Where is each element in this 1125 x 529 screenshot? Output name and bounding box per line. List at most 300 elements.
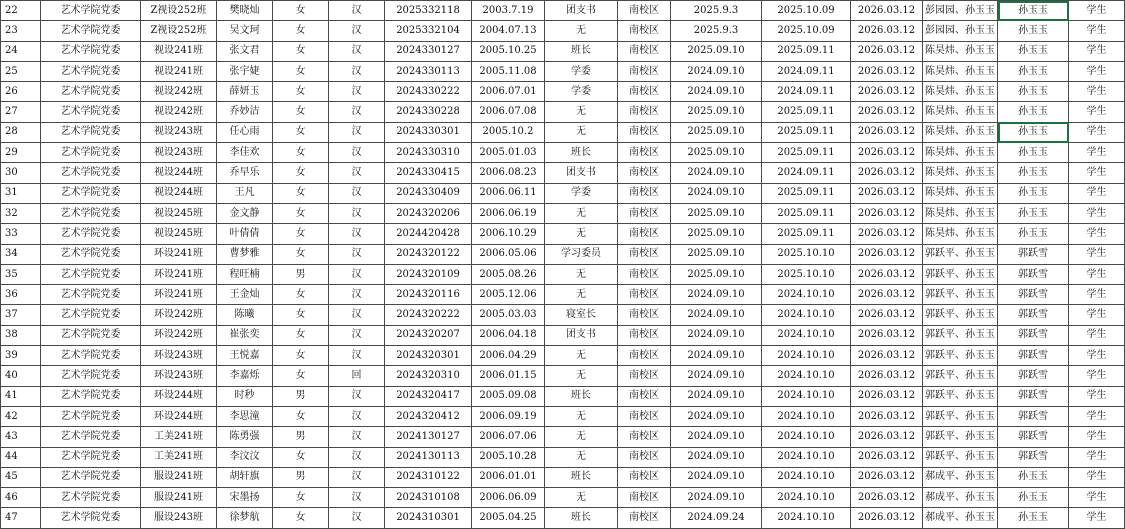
cell-sex[interactable]: 女	[273, 82, 329, 102]
cell-date-1[interactable]: 2024.09.10	[671, 386, 762, 406]
cell-date-2[interactable]: 2024.10.10	[762, 406, 851, 426]
cell-sex[interactable]: 女	[273, 488, 329, 508]
cell-date-1[interactable]: 2025.09.10	[671, 224, 762, 244]
cell-date-2[interactable]: 2024.09.11	[762, 61, 851, 81]
cell-introducers[interactable]: 陈昊炜、孙玉玉	[923, 102, 998, 122]
cell-birth-date[interactable]: 2006.09.19	[472, 406, 545, 426]
cell-date-3[interactable]: 2026.03.12	[851, 346, 923, 366]
cell-row-number[interactable]: 37	[1, 305, 41, 325]
cell-date-2[interactable]: 2025.10.09	[762, 21, 851, 41]
cell-name[interactable]: 张宇婕	[217, 61, 273, 81]
cell-identity[interactable]: 学生	[1069, 102, 1125, 122]
cell-ethnicity[interactable]: 汉	[329, 244, 385, 264]
cell-campus[interactable]: 南校区	[618, 447, 671, 467]
cell-position[interactable]: 班长	[545, 508, 618, 528]
cell-student-id[interactable]: 2024330228	[385, 102, 472, 122]
cell-birth-date[interactable]: 2006.10.29	[472, 224, 545, 244]
cell-class[interactable]: 视设243班	[141, 143, 217, 163]
cell-mentor[interactable]: 孙玉玉	[998, 143, 1069, 163]
cell-date-3[interactable]: 2026.03.12	[851, 325, 923, 345]
cell-date-1[interactable]: 2024.09.10	[671, 305, 762, 325]
cell-sex[interactable]: 女	[273, 203, 329, 223]
cell-campus[interactable]: 南校区	[618, 264, 671, 284]
cell-campus[interactable]: 南校区	[618, 183, 671, 203]
cell-introducers[interactable]: 陈昊炜、孙玉玉	[923, 183, 998, 203]
cell-campus[interactable]: 南校区	[618, 406, 671, 426]
cell-row-number[interactable]: 33	[1, 224, 41, 244]
cell-date-2[interactable]: 2024.10.10	[762, 508, 851, 528]
cell-sex[interactable]: 女	[273, 285, 329, 305]
cell-date-3[interactable]: 2026.03.12	[851, 285, 923, 305]
cell-college[interactable]: 艺术学院党委	[41, 183, 141, 203]
cell-mentor[interactable]: 孙玉玉	[998, 163, 1069, 183]
cell-introducers[interactable]: 郭跃平、孙玉玉	[923, 325, 998, 345]
cell-mentor[interactable]: 郭跃雪	[998, 386, 1069, 406]
cell-row-number[interactable]: 43	[1, 427, 41, 447]
cell-date-3[interactable]: 2026.03.12	[851, 467, 923, 487]
cell-date-2[interactable]: 2024.10.10	[762, 305, 851, 325]
cell-college[interactable]: 艺术学院党委	[41, 122, 141, 142]
cell-date-2[interactable]: 2024.10.10	[762, 488, 851, 508]
cell-position[interactable]: 班长	[545, 143, 618, 163]
cell-mentor[interactable]: 郭跃雪	[998, 366, 1069, 386]
cell-birth-date[interactable]: 2005.12.06	[472, 285, 545, 305]
cell-date-1[interactable]: 2024.09.10	[671, 61, 762, 81]
cell-mentor[interactable]: 郭跃雪	[998, 325, 1069, 345]
cell-ethnicity[interactable]: 汉	[329, 183, 385, 203]
cell-ethnicity[interactable]: 汉	[329, 82, 385, 102]
cell-date-1[interactable]: 2025.09.10	[671, 143, 762, 163]
cell-ethnicity[interactable]: 汉	[329, 21, 385, 41]
cell-date-2[interactable]: 2024.10.10	[762, 346, 851, 366]
cell-ethnicity[interactable]: 汉	[329, 264, 385, 284]
cell-name[interactable]: 王金灿	[217, 285, 273, 305]
cell-name[interactable]: 王悦嘉	[217, 346, 273, 366]
cell-introducers[interactable]: 郭跃平、孙玉玉	[923, 447, 998, 467]
cell-sex[interactable]: 女	[273, 102, 329, 122]
cell-class[interactable]: 工美241班	[141, 447, 217, 467]
cell-student-id[interactable]: 2025332104	[385, 21, 472, 41]
cell-ethnicity[interactable]: 汉	[329, 346, 385, 366]
cell-name[interactable]: 李思潼	[217, 406, 273, 426]
cell-mentor[interactable]: 郭跃雪	[998, 244, 1069, 264]
cell-date-3[interactable]: 2026.03.12	[851, 447, 923, 467]
cell-class[interactable]: 视设244班	[141, 163, 217, 183]
cell-introducers[interactable]: 郭跃平、孙玉玉	[923, 346, 998, 366]
cell-date-1[interactable]: 2024.09.10	[671, 325, 762, 345]
cell-introducers[interactable]: 陈昊炜、孙玉玉	[923, 203, 998, 223]
cell-birth-date[interactable]: 2006.01.01	[472, 467, 545, 487]
cell-name[interactable]: 王凡	[217, 183, 273, 203]
cell-mentor[interactable]: 郭跃雪	[998, 346, 1069, 366]
cell-date-1[interactable]: 2025.09.10	[671, 264, 762, 284]
cell-name[interactable]: 时秒	[217, 386, 273, 406]
cell-college[interactable]: 艺术学院党委	[41, 41, 141, 61]
cell-sex[interactable]: 女	[273, 366, 329, 386]
cell-introducers[interactable]: 彭园园、孙玉玉	[923, 21, 998, 41]
cell-identity[interactable]: 学生	[1069, 1, 1125, 21]
cell-mentor[interactable]: 郭跃雪	[998, 427, 1069, 447]
cell-position[interactable]: 无	[545, 122, 618, 142]
cell-birth-date[interactable]: 2006.01.15	[472, 366, 545, 386]
cell-name[interactable]: 叶倩倩	[217, 224, 273, 244]
cell-date-1[interactable]: 2024.09.10	[671, 183, 762, 203]
cell-student-id[interactable]: 2024330415	[385, 163, 472, 183]
cell-student-id[interactable]: 2024320109	[385, 264, 472, 284]
cell-class[interactable]: 环设241班	[141, 264, 217, 284]
cell-birth-date[interactable]: 2005.03.03	[472, 305, 545, 325]
cell-date-3[interactable]: 2026.03.12	[851, 305, 923, 325]
cell-student-id[interactable]: 2024310122	[385, 467, 472, 487]
cell-date-2[interactable]: 2024.10.10	[762, 447, 851, 467]
cell-date-2[interactable]: 2025.09.11	[762, 143, 851, 163]
cell-date-2[interactable]: 2025.09.11	[762, 122, 851, 142]
cell-student-id[interactable]: 2024320310	[385, 366, 472, 386]
cell-date-3[interactable]: 2026.03.12	[851, 386, 923, 406]
cell-sex[interactable]: 男	[273, 427, 329, 447]
cell-campus[interactable]: 南校区	[618, 285, 671, 305]
cell-date-1[interactable]: 2025.09.10	[671, 41, 762, 61]
cell-campus[interactable]: 南校区	[618, 488, 671, 508]
cell-sex[interactable]: 女	[273, 183, 329, 203]
cell-college[interactable]: 艺术学院党委	[41, 325, 141, 345]
cell-birth-date[interactable]: 2005.10.2	[472, 122, 545, 142]
cell-student-id[interactable]: 2024330113	[385, 61, 472, 81]
cell-student-id[interactable]: 2024330222	[385, 82, 472, 102]
cell-birth-date[interactable]: 2006.06.19	[472, 203, 545, 223]
cell-student-id[interactable]: 2024330310	[385, 143, 472, 163]
cell-row-number[interactable]: 35	[1, 264, 41, 284]
cell-name[interactable]: 乔早乐	[217, 163, 273, 183]
cell-row-number[interactable]: 24	[1, 41, 41, 61]
cell-position[interactable]: 无	[545, 203, 618, 223]
cell-college[interactable]: 艺术学院党委	[41, 488, 141, 508]
cell-college[interactable]: 艺术学院党委	[41, 61, 141, 81]
cell-campus[interactable]: 南校区	[618, 305, 671, 325]
cell-position[interactable]: 无	[545, 285, 618, 305]
cell-position[interactable]: 班长	[545, 386, 618, 406]
cell-name[interactable]: 曹梦雅	[217, 244, 273, 264]
cell-date-2[interactable]: 2025.10.09	[762, 1, 851, 21]
cell-identity[interactable]: 学生	[1069, 488, 1125, 508]
cell-ethnicity[interactable]: 汉	[329, 224, 385, 244]
cell-date-1[interactable]: 2024.09.24	[671, 508, 762, 528]
cell-college[interactable]: 艺术学院党委	[41, 224, 141, 244]
cell-birth-date[interactable]: 2006.06.09	[472, 488, 545, 508]
cell-identity[interactable]: 学生	[1069, 244, 1125, 264]
cell-ethnicity[interactable]: 汉	[329, 386, 385, 406]
cell-introducers[interactable]: 陈昊炜、孙玉玉	[923, 143, 998, 163]
cell-class[interactable]: 环设243班	[141, 366, 217, 386]
cell-identity[interactable]: 学生	[1069, 224, 1125, 244]
cell-mentor[interactable]: 孙玉玉	[998, 122, 1069, 142]
cell-position[interactable]: 无	[545, 427, 618, 447]
cell-identity[interactable]: 学生	[1069, 61, 1125, 81]
cell-row-number[interactable]: 44	[1, 447, 41, 467]
cell-birth-date[interactable]: 2006.05.06	[472, 244, 545, 264]
cell-student-id[interactable]: 2024130127	[385, 427, 472, 447]
cell-row-number[interactable]: 31	[1, 183, 41, 203]
cell-name[interactable]: 薛妍玉	[217, 82, 273, 102]
cell-row-number[interactable]: 42	[1, 406, 41, 426]
cell-sex[interactable]: 女	[273, 21, 329, 41]
cell-ethnicity[interactable]: 汉	[329, 203, 385, 223]
cell-date-3[interactable]: 2026.03.12	[851, 203, 923, 223]
cell-mentor[interactable]: 孙玉玉	[998, 224, 1069, 244]
cell-college[interactable]: 艺术学院党委	[41, 82, 141, 102]
cell-name[interactable]: 任心雨	[217, 122, 273, 142]
cell-sex[interactable]: 女	[273, 122, 329, 142]
cell-date-2[interactable]: 2024.10.10	[762, 427, 851, 447]
cell-college[interactable]: 艺术学院党委	[41, 102, 141, 122]
cell-introducers[interactable]: 郝成平、孙玉玉	[923, 467, 998, 487]
cell-class[interactable]: 服设243班	[141, 508, 217, 528]
cell-introducers[interactable]: 郝成平、孙玉玉	[923, 508, 998, 528]
cell-mentor[interactable]: 孙玉玉	[998, 203, 1069, 223]
cell-mentor[interactable]: 孙玉玉	[998, 41, 1069, 61]
cell-class[interactable]: 视设241班	[141, 41, 217, 61]
cell-student-id[interactable]: 2024320206	[385, 203, 472, 223]
cell-birth-date[interactable]: 2004.07.13	[472, 21, 545, 41]
cell-mentor[interactable]: 郭跃雪	[998, 447, 1069, 467]
cell-ethnicity[interactable]: 汉	[329, 447, 385, 467]
cell-name[interactable]: 金文静	[217, 203, 273, 223]
cell-name[interactable]: 陈勇强	[217, 427, 273, 447]
cell-college[interactable]: 艺术学院党委	[41, 508, 141, 528]
cell-college[interactable]: 艺术学院党委	[41, 406, 141, 426]
cell-campus[interactable]: 南校区	[618, 41, 671, 61]
cell-sex[interactable]: 男	[273, 264, 329, 284]
cell-college[interactable]: 艺术学院党委	[41, 264, 141, 284]
cell-campus[interactable]: 南校区	[618, 244, 671, 264]
cell-class[interactable]: 视设245班	[141, 203, 217, 223]
cell-ethnicity[interactable]: 汉	[329, 488, 385, 508]
cell-date-3[interactable]: 2026.03.12	[851, 508, 923, 528]
cell-class[interactable]: 环设244班	[141, 406, 217, 426]
cell-identity[interactable]: 学生	[1069, 41, 1125, 61]
cell-date-2[interactable]: 2025.10.10	[762, 244, 851, 264]
cell-position[interactable]: 学习委员	[545, 244, 618, 264]
cell-identity[interactable]: 学生	[1069, 122, 1125, 142]
cell-date-3[interactable]: 2026.03.12	[851, 264, 923, 284]
cell-campus[interactable]: 南校区	[618, 143, 671, 163]
cell-sex[interactable]: 女	[273, 244, 329, 264]
cell-mentor[interactable]: 孙玉玉	[998, 102, 1069, 122]
cell-introducers[interactable]: 郭跃平、孙玉玉	[923, 305, 998, 325]
cell-birth-date[interactable]: 2003.7.19	[472, 1, 545, 21]
cell-campus[interactable]: 南校区	[618, 82, 671, 102]
cell-mentor[interactable]: 孙玉玉	[998, 467, 1069, 487]
cell-position[interactable]: 团支书	[545, 163, 618, 183]
cell-class[interactable]: 视设242班	[141, 102, 217, 122]
cell-row-number[interactable]: 34	[1, 244, 41, 264]
cell-student-id[interactable]: 2024320116	[385, 285, 472, 305]
cell-class[interactable]: 环设241班	[141, 244, 217, 264]
cell-row-number[interactable]: 41	[1, 386, 41, 406]
cell-introducers[interactable]: 郭跃平、孙玉玉	[923, 427, 998, 447]
cell-birth-date[interactable]: 2006.06.11	[472, 183, 545, 203]
cell-birth-date[interactable]: 2006.07.08	[472, 102, 545, 122]
cell-date-1[interactable]: 2024.09.10	[671, 163, 762, 183]
cell-birth-date[interactable]: 2005.10.25	[472, 41, 545, 61]
cell-birth-date[interactable]: 2005.10.28	[472, 447, 545, 467]
cell-college[interactable]: 艺术学院党委	[41, 21, 141, 41]
cell-mentor[interactable]: 孙玉玉	[998, 508, 1069, 528]
cell-name[interactable]: 李汶汶	[217, 447, 273, 467]
cell-row-number[interactable]: 47	[1, 508, 41, 528]
cell-class[interactable]: 环设242班	[141, 325, 217, 345]
cell-campus[interactable]: 南校区	[618, 346, 671, 366]
cell-date-2[interactable]: 2024.10.10	[762, 285, 851, 305]
cell-identity[interactable]: 学生	[1069, 346, 1125, 366]
cell-date-2[interactable]: 2025.10.10	[762, 264, 851, 284]
cell-introducers[interactable]: 郭跃平、孙玉玉	[923, 264, 998, 284]
cell-student-id[interactable]: 2024330127	[385, 41, 472, 61]
cell-birth-date[interactable]: 2006.08.23	[472, 163, 545, 183]
cell-campus[interactable]: 南校区	[618, 163, 671, 183]
cell-introducers[interactable]: 郭跃平、孙玉玉	[923, 366, 998, 386]
cell-mentor[interactable]: 郭跃雪	[998, 285, 1069, 305]
cell-position[interactable]: 寝室长	[545, 305, 618, 325]
cell-sex[interactable]: 女	[273, 508, 329, 528]
cell-identity[interactable]: 学生	[1069, 21, 1125, 41]
cell-student-id[interactable]: 2024320222	[385, 305, 472, 325]
cell-student-id[interactable]: 2024320412	[385, 406, 472, 426]
cell-mentor[interactable]: 郭跃雪	[998, 305, 1069, 325]
cell-student-id[interactable]: 2024130113	[385, 447, 472, 467]
cell-row-number[interactable]: 26	[1, 82, 41, 102]
cell-date-3[interactable]: 2026.03.12	[851, 488, 923, 508]
cell-class[interactable]: Z视设252班	[141, 21, 217, 41]
cell-ethnicity[interactable]: 汉	[329, 467, 385, 487]
cell-position[interactable]: 无	[545, 366, 618, 386]
cell-class[interactable]: Z视设252班	[141, 1, 217, 21]
cell-campus[interactable]: 南校区	[618, 386, 671, 406]
cell-position[interactable]: 学委	[545, 82, 618, 102]
cell-mentor[interactable]: 孙玉玉	[998, 61, 1069, 81]
cell-mentor[interactable]: 孙玉玉	[998, 488, 1069, 508]
cell-row-number[interactable]: 30	[1, 163, 41, 183]
cell-date-1[interactable]: 2025.9.3	[671, 21, 762, 41]
cell-date-2[interactable]: 2025.09.11	[762, 183, 851, 203]
cell-college[interactable]: 艺术学院党委	[41, 467, 141, 487]
cell-position[interactable]: 无	[545, 102, 618, 122]
cell-date-3[interactable]: 2026.03.12	[851, 406, 923, 426]
cell-date-3[interactable]: 2026.03.12	[851, 41, 923, 61]
cell-mentor[interactable]: 孙玉玉	[998, 183, 1069, 203]
cell-mentor[interactable]: 孙玉玉	[998, 82, 1069, 102]
cell-college[interactable]: 艺术学院党委	[41, 285, 141, 305]
cell-ethnicity[interactable]: 回	[329, 366, 385, 386]
cell-date-2[interactable]: 2024.10.10	[762, 386, 851, 406]
cell-date-3[interactable]: 2026.03.12	[851, 1, 923, 21]
cell-campus[interactable]: 南校区	[618, 224, 671, 244]
cell-identity[interactable]: 学生	[1069, 467, 1125, 487]
cell-position[interactable]: 无	[545, 264, 618, 284]
cell-sex[interactable]: 男	[273, 467, 329, 487]
cell-introducers[interactable]: 陈昊炜、孙玉玉	[923, 122, 998, 142]
cell-date-1[interactable]: 2025.09.10	[671, 244, 762, 264]
cell-row-number[interactable]: 25	[1, 61, 41, 81]
cell-identity[interactable]: 学生	[1069, 264, 1125, 284]
cell-position[interactable]: 无	[545, 447, 618, 467]
cell-ethnicity[interactable]: 汉	[329, 41, 385, 61]
cell-date-2[interactable]: 2024.10.10	[762, 325, 851, 345]
cell-date-2[interactable]: 2024.10.10	[762, 467, 851, 487]
cell-sex[interactable]: 女	[273, 406, 329, 426]
cell-introducers[interactable]: 陈昊炜、孙玉玉	[923, 61, 998, 81]
cell-introducers[interactable]: 陈昊炜、孙玉玉	[923, 82, 998, 102]
cell-identity[interactable]: 学生	[1069, 82, 1125, 102]
cell-date-3[interactable]: 2026.03.12	[851, 21, 923, 41]
cell-campus[interactable]: 南校区	[618, 427, 671, 447]
cell-ethnicity[interactable]: 汉	[329, 508, 385, 528]
cell-ethnicity[interactable]: 汉	[329, 163, 385, 183]
cell-mentor[interactable]: 郭跃雪	[998, 264, 1069, 284]
cell-college[interactable]: 艺术学院党委	[41, 143, 141, 163]
cell-position[interactable]: 班长	[545, 467, 618, 487]
cell-row-number[interactable]: 40	[1, 366, 41, 386]
cell-birth-date[interactable]: 2005.08.26	[472, 264, 545, 284]
cell-class[interactable]: 环设241班	[141, 285, 217, 305]
cell-position[interactable]: 无	[545, 346, 618, 366]
cell-introducers[interactable]: 陈昊炜、孙玉玉	[923, 224, 998, 244]
cell-date-1[interactable]: 2024.09.10	[671, 366, 762, 386]
cell-ethnicity[interactable]: 汉	[329, 1, 385, 21]
cell-date-1[interactable]: 2025.09.10	[671, 122, 762, 142]
cell-college[interactable]: 艺术学院党委	[41, 305, 141, 325]
cell-class[interactable]: 服设241班	[141, 467, 217, 487]
cell-date-1[interactable]: 2024.09.10	[671, 427, 762, 447]
cell-identity[interactable]: 学生	[1069, 447, 1125, 467]
cell-ethnicity[interactable]: 汉	[329, 122, 385, 142]
cell-student-id[interactable]: 2024310301	[385, 508, 472, 528]
cell-date-1[interactable]: 2025.09.10	[671, 102, 762, 122]
cell-birth-date[interactable]: 2005.11.08	[472, 61, 545, 81]
cell-name[interactable]: 程旺楠	[217, 264, 273, 284]
cell-date-1[interactable]: 2024.09.10	[671, 447, 762, 467]
cell-introducers[interactable]: 郝成平、孙玉玉	[923, 488, 998, 508]
cell-date-3[interactable]: 2026.03.12	[851, 244, 923, 264]
cell-class[interactable]: 环设242班	[141, 305, 217, 325]
cell-date-1[interactable]: 2024.09.10	[671, 346, 762, 366]
cell-student-id[interactable]: 2024310108	[385, 488, 472, 508]
cell-name[interactable]: 崔张奕	[217, 325, 273, 345]
cell-campus[interactable]: 南校区	[618, 1, 671, 21]
cell-campus[interactable]: 南校区	[618, 21, 671, 41]
cell-name[interactable]: 胡轩旗	[217, 467, 273, 487]
cell-sex[interactable]: 男	[273, 386, 329, 406]
cell-position[interactable]: 团支书	[545, 1, 618, 21]
cell-ethnicity[interactable]: 汉	[329, 406, 385, 426]
cell-sex[interactable]: 女	[273, 224, 329, 244]
cell-college[interactable]: 艺术学院党委	[41, 447, 141, 467]
cell-college[interactable]: 艺术学院党委	[41, 386, 141, 406]
cell-college[interactable]: 艺术学院党委	[41, 427, 141, 447]
cell-student-id[interactable]: 2024320207	[385, 325, 472, 345]
cell-identity[interactable]: 学生	[1069, 406, 1125, 426]
cell-sex[interactable]: 女	[273, 61, 329, 81]
cell-position[interactable]: 无	[545, 406, 618, 426]
cell-date-1[interactable]: 2024.09.10	[671, 406, 762, 426]
cell-date-2[interactable]: 2025.09.11	[762, 224, 851, 244]
cell-mentor[interactable]: 孙玉玉	[998, 1, 1069, 21]
cell-introducers[interactable]: 郭跃平、孙玉玉	[923, 386, 998, 406]
cell-name[interactable]: 徐梦航	[217, 508, 273, 528]
cell-ethnicity[interactable]: 汉	[329, 325, 385, 345]
cell-class[interactable]: 环设243班	[141, 346, 217, 366]
cell-date-3[interactable]: 2026.03.12	[851, 163, 923, 183]
